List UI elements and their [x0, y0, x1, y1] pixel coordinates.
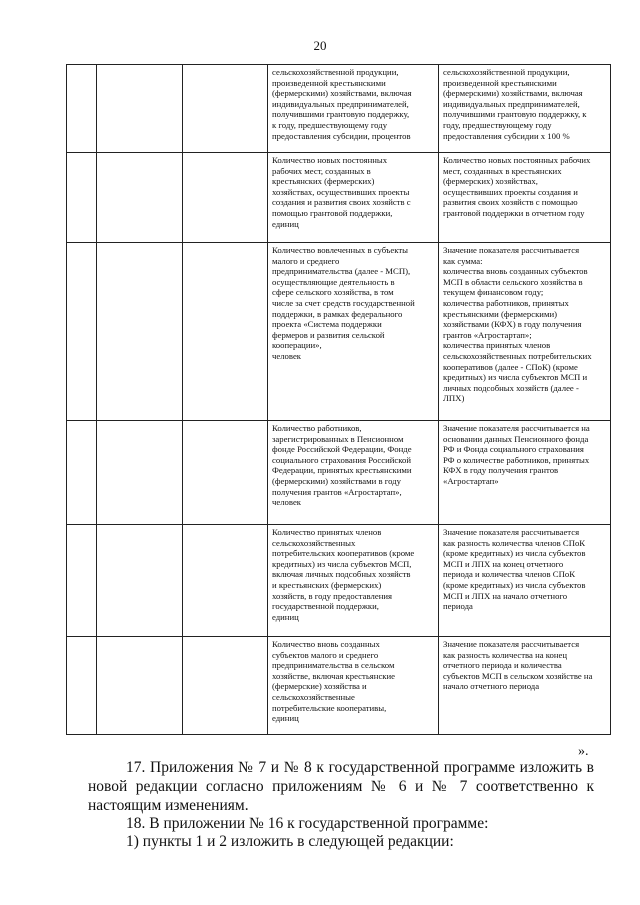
table-cell-blank — [67, 65, 97, 153]
closing-quote: ». — [578, 744, 589, 759]
table-row — [67, 243, 611, 421]
table-cell-blank — [67, 421, 97, 525]
table-cell-blank — [183, 243, 268, 421]
table-cell-blank — [67, 153, 97, 243]
indicator-name: Количество новых постоянных рабочих мест, созданных в крестьянских (фермерских) хозяйствах, осуществивших проекты создания и развития своих хозяйств с помощью грантовой поддержки, единиц — [268, 153, 439, 243]
table-row — [67, 153, 611, 243]
table-cell-blank — [97, 421, 183, 525]
table-row — [67, 525, 611, 637]
table-row — [67, 421, 611, 525]
indicator-name: Количество принятых членов сельскохозяйственных потребительских кооперативов (кроме кредитных) из числа субъектов МСП, включая личных подсобных хозяйств и крестьянских (фермерских) хозяйств, в году предоставления государственной поддержки, единиц — [268, 525, 439, 637]
table-cell-blank — [183, 153, 268, 243]
calculation-method: Значение показателя рассчитывается как разность количества на конец отчетного периода и количества субъектов МСП в сельском хозяйстве на начало отчетного периода — [439, 637, 611, 735]
indicators-table — [66, 64, 611, 735]
paragraph-18-item-1: 1) пункты 1 и 2 изложить в следующей редакции: — [126, 833, 454, 850]
table-row — [67, 637, 611, 735]
table-cell-blank — [97, 153, 183, 243]
table-cell-blank — [67, 243, 97, 421]
table-cell-blank — [183, 421, 268, 525]
table-cell-blank — [97, 243, 183, 421]
indicator-name: сельскохозяйственной продукции, произведенной крестьянскими (фермерскими) хозяйствами, включая индивидуальных предпринимателей, получившими грантовую поддержку, к году, предшествующему году предоставления субсидии, процентов — [268, 65, 439, 153]
table-cell-blank — [183, 525, 268, 637]
paragraph-18: 18. В приложении № 16 к государственной программе: — [126, 815, 489, 832]
page-number: 20 — [313, 38, 327, 53]
table-cell-blank — [183, 65, 268, 153]
paragraph-17: 17. Приложения № 7 и № 8 к государственной программе изложить в новой редакции согласно приложениям № 6 и № 7 соответственно к настоящим изменениям. — [88, 759, 594, 814]
calculation-method: Количество новых постоянных рабочих мест, созданных в крестьянских (фермерских) хозяйствах, осуществивших проекты создания и развития своих хозяйств с помощью грантовой поддержки в отчетном году — [439, 153, 611, 243]
indicator-name: Количество вовлеченных в субъекты малого и среднего предпринимательства (далее - МСП), осуществляющие деятельность в сфере сельского хозяйства, в том числе за счет средств государственной поддержки, в рамках федерального проекта «Система поддержки фермеров и развития сельской кооперации», человек — [268, 243, 439, 421]
table-cell-blank — [97, 525, 183, 637]
calculation-method: сельскохозяйственной продукции, произведенной крестьянскими (фермерскими) хозяйствами, включая индивидуальных предпринимателей, получившими грантовую поддержку, к году, предшествующему году предоставления субсидии х 100 % — [439, 65, 611, 153]
calculation-method: Значение показателя рассчитывается на основании данных Пенсионного фонда РФ и Фонда социального страхования РФ о количестве работников, принятых КФХ в году получения грантов «Агростартап» — [439, 421, 611, 525]
calculation-method: Значение показателя рассчитывается как разность количества членов СПоК (кроме кредитных) из числа субъектов МСП и ЛПХ на конец отчетного периода и количества членов СПоК (кроме кредитных) из числа субъектов МСП и ЛПХ на начало отчетного периода — [439, 525, 611, 637]
table-cell-blank — [183, 637, 268, 735]
table-cell-blank — [97, 65, 183, 153]
indicator-name: Количество работников, зарегистрированных в Пенсионном фонде Российской Федерации, Фонде социального страхования Российской Федерации, принятых крестьянскими (фермерскими) хозяйствами в году получения грантов «Агростартап», человек — [268, 421, 439, 525]
table-cell-blank — [67, 637, 97, 735]
table-cell-blank — [97, 637, 183, 735]
calculation-method: Значение показателя рассчитывается как сумма: количества вновь созданных субъектов МСП в области сельского хозяйства в текущем финансовом году; количества работников, принятых крестьянскими (фермерскими) хозяйствами (КФХ) в году получения грантов «Агростартап»; количества принятых членов сельскохозяйственных потребительских кооперативов (далее - СПоК) (кроме кредитных) из числа субъектов МСП и личных подсобных хозяйств (далее - ЛПХ) — [439, 243, 611, 421]
table-row — [67, 65, 611, 153]
indicator-name: Количество вновь созданных субъектов малого и среднего предпринимательства в сельском хозяйстве, включая крестьянские (фермерские) хозяйства и сельскохозяйственные потребительские кооперативы, единиц — [268, 637, 439, 735]
table-cell-blank — [67, 525, 97, 637]
